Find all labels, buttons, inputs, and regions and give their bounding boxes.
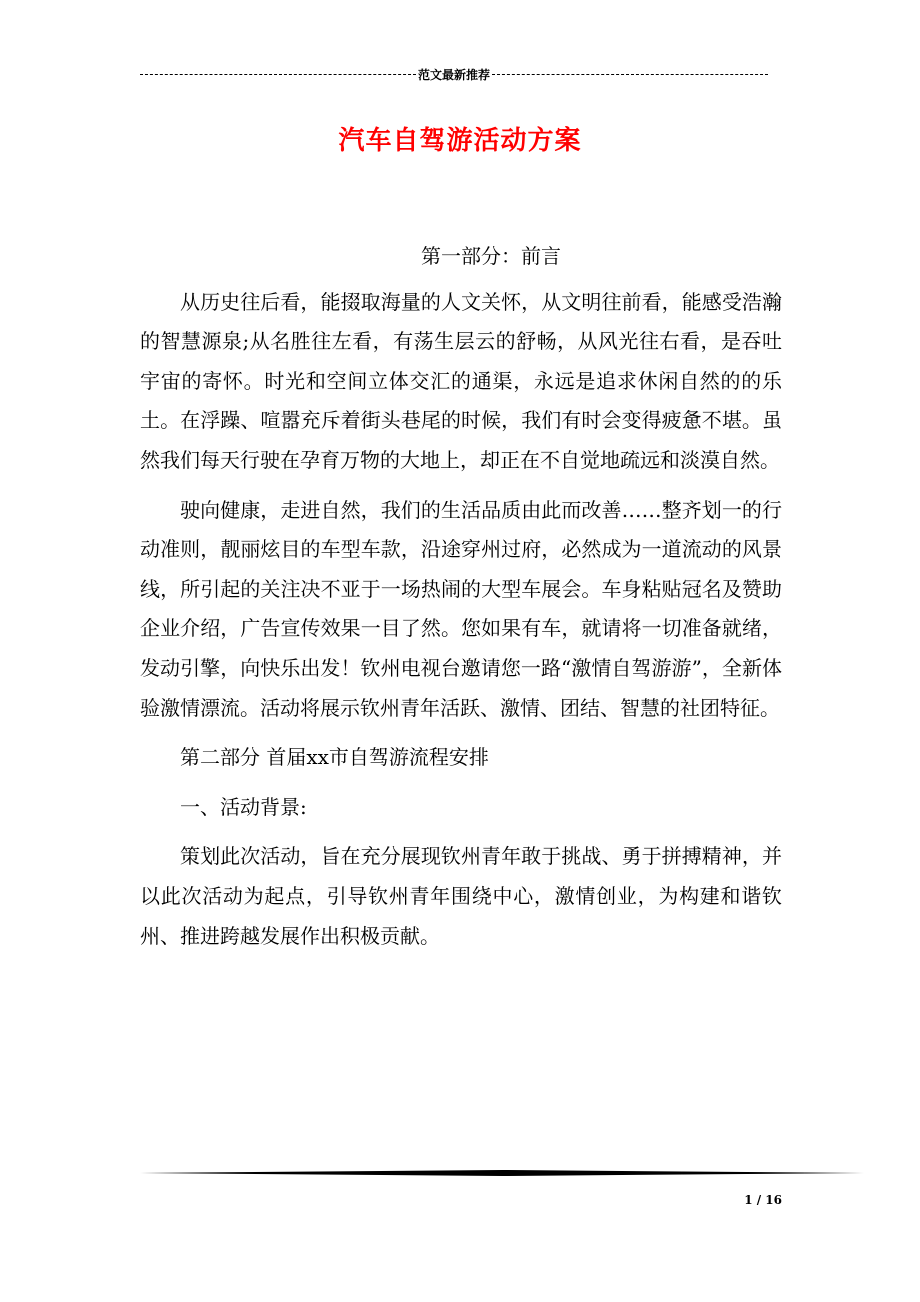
paragraph-1: 从历史往后看，能掇取海量的人文关怀，从文明往前看，能感受浩瀚的智慧源泉;从名胜往左看，有荡生层云的舒畅，从风光往右看，是吞吐宇宙的寄怀。时光和空间立体交汇的通渠，永远是追求休闲自然的的乐土。在浮躁、喧嚣充斥着街头巷尾的时候，我们有时会变得疲惫不堪。虽然我们每天行驶在孕育万物的大地上，却正在不自觉地疏远和淡漠自然。 [140, 289, 782, 472]
header-dash-left [140, 74, 416, 75]
subsection-1-heading: 一、活动背景: [180, 794, 307, 819]
page-header [140, 66, 768, 83]
page-number: 1 / 16 [744, 1193, 782, 1207]
document-body [140, 237, 782, 966]
header-label: 范文最新推荐 [418, 68, 491, 82]
section-1-heading: 第一部分：前言 [421, 244, 561, 268]
paragraph-3: 策划此次活动，旨在充分展现钦州青年敢于挑战、勇于拼搏精神，并以此次活动为起点，引导钦州青年围绕中心，激情创业，为构建和谐钦州、推进跨越发展作出积极贡献。 [140, 844, 782, 948]
document-title: 汽车自驾游活动方案 [338, 126, 582, 156]
header-dash-right [492, 74, 768, 75]
paragraph-2: 驶向健康，走进自然，我们的生活品质由此而改善……整齐划一的行动准则，靓丽炫目的车型车款，沿途穿州过府，必然成为一道流动的风景线，所引起的关注决不亚于一场热闹的大型车展会。车身粘贴冠名及赞助企业介绍，广告宣传效果一目了然。您如果有车，就请将一切准备就绪，发动引擎，向快乐出发！钦州电视台邀请您一路“激情自驾游游”，全新体验激情漂流。活动将展示钦州青年活跃、激情、团结、智慧的社团特征。 [140, 497, 782, 720]
section-2-heading: 第二部分 首届xx市自驾游流程安排 [180, 745, 489, 770]
footer-divider [140, 1170, 864, 1176]
